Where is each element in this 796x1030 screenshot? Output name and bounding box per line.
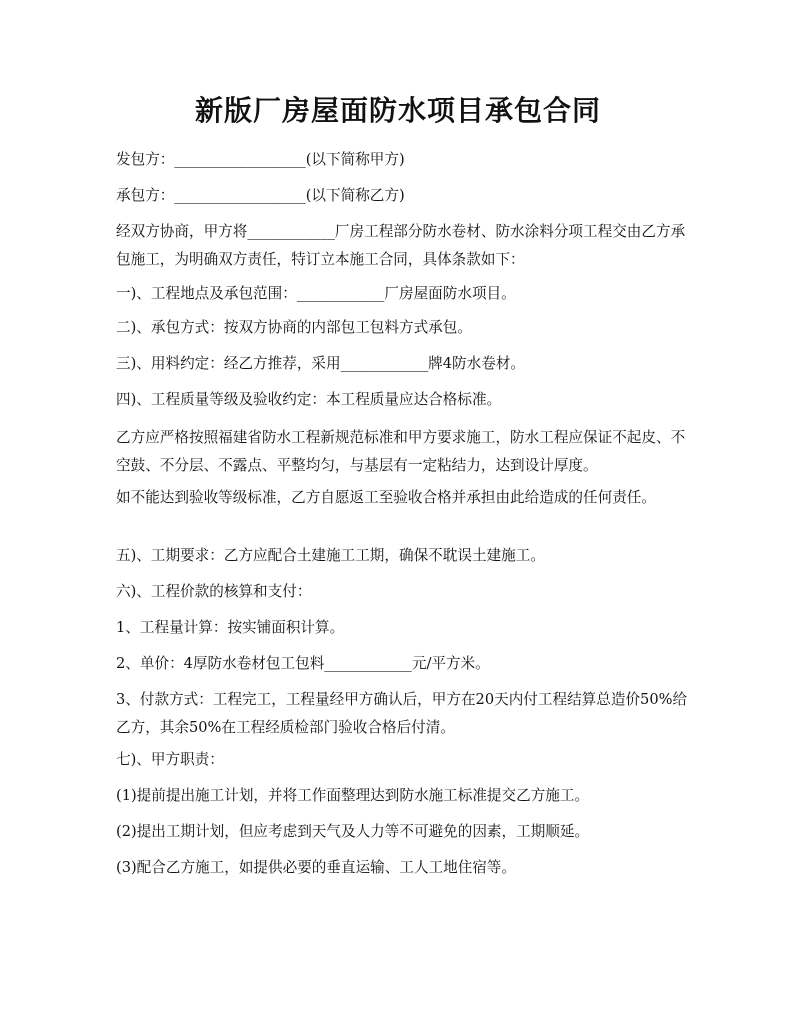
duty-item-2: (2)提出工期计划，但应考虑到天气及人力等不可避免的因素，工期顺延。 [116, 823, 590, 840]
quality-requirements-paragraph: 乙方应严格按照福建省防水工程新规范标准和甲方要求施工，防水工程应保证不起皮、不空鼓、不分层、不露点、平整均匀，与基层有一定粘结力，达到设计厚度。 [116, 429, 686, 474]
clause-5: 五)、工期要求：乙方应配合土建施工工期，确保不耽误土建施工。 [116, 547, 545, 564]
item-quantity-calculation: 1、工程量计算：按实铺面积计算。 [116, 619, 345, 636]
clause-1: 一)、工程地点及承包范围：____________厂房屋面防水项目。 [116, 285, 516, 302]
party-b-line: 承包方：__________________(以下简称乙方) [116, 187, 405, 204]
party-a-line: 发包方：__________________(以下简称甲方) [116, 151, 405, 168]
item-unit-price: 2、单价：4厚防水卷材包工包料____________元/平方米。 [116, 655, 490, 672]
duty-item-1: (1)提前提出施工计划，并将工作面整理达到防水施工标准提交乙方施工。 [116, 787, 590, 804]
clause-2: 二)、承包方式：按双方协商的内部包工包料方式承包。 [116, 319, 472, 336]
clause-7: 七)、甲方职责： [116, 751, 224, 768]
clause-4: 四)、工程质量等级及验收约定：本工程质量应达合格标准。 [116, 391, 502, 408]
rework-paragraph: 如不能达到验收等级标准，乙方自愿返工至验收合格并承担由此给造成的任何责任。 [116, 489, 656, 506]
item-payment-method: 3、付款方式：工程完工，工程量经甲方确认后，甲方在20天内付工程结算总造价50%给乙方，其余50%在工程经质检部门验收合格后付清。 [116, 691, 688, 736]
clause-6: 六)、工程价款的核算和支付： [116, 583, 312, 600]
duty-item-3: (3)配合乙方施工，如提供必要的垂直运输、工人工地住宿等。 [116, 859, 517, 876]
document-title: 新版厂房屋面防水项目承包合同 [194, 94, 601, 127]
clause-3: 三)、用料约定：经乙方推荐，采用____________牌4防水卷材。 [116, 355, 526, 372]
intro-paragraph: 经双方协商，甲方将____________厂房工程部分防水卷材、防水涂料分项工程交由乙方承包施工，为明确双方责任，特订立本施工合同，具体条款如下： [116, 223, 686, 268]
